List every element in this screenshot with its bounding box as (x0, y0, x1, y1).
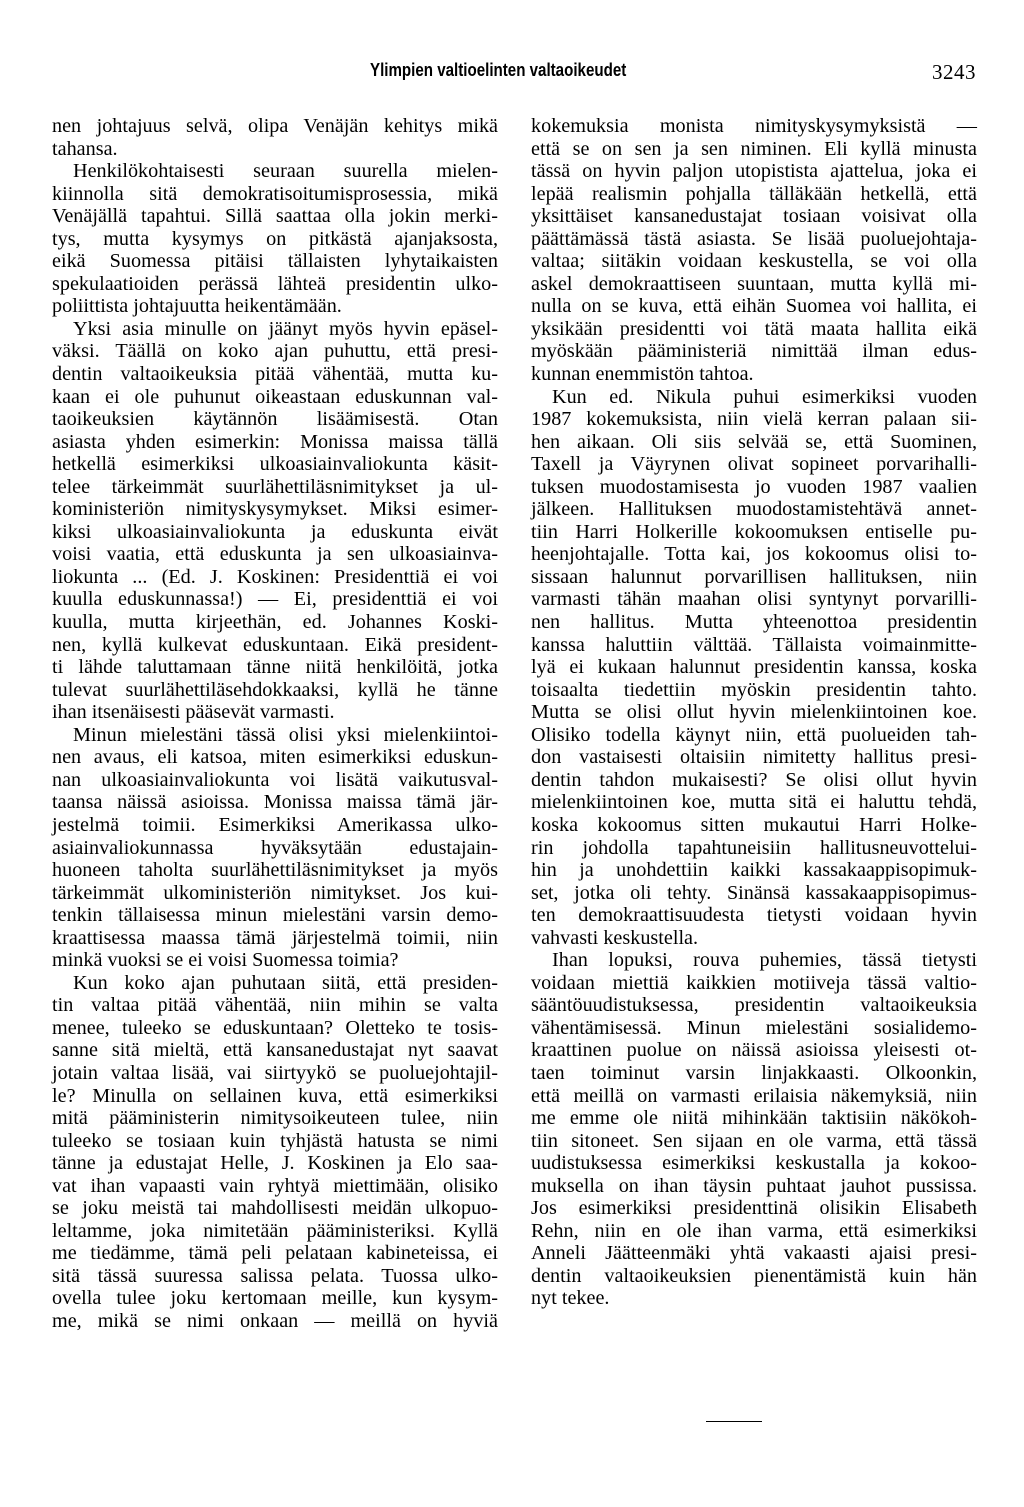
text-line: spekulaatioiden perässä lähteä presidentin ulko- (52, 272, 498, 295)
text-line: koska kokoomus sitten mukautui Harri Holke- (531, 813, 977, 836)
text-line: että se on sen ja sen niminen. Eli kyllä minusta (531, 137, 977, 160)
text-line: sissaan halunnut porvarillisen hallituksen, niin (531, 565, 977, 588)
right-text-column (531, 115, 977, 1310)
text-line: me emme ole niitä mihinkään taktisiin näkökoh- (531, 1107, 977, 1130)
text-line: lyä ei kukaan halunnut presidentin kanssa, koska (531, 656, 977, 679)
text-line: kraattisessa maassa tämä järjestelmä toimii, niin (52, 926, 498, 949)
text-line: kiksi ulkoasiainvaliokunta ja eduskunta eivät (52, 520, 498, 543)
text-line: ti lähde taluttamaan tänne niitä henkilöitä, jotka (52, 656, 498, 679)
text-line: tin valtaa pitää vähentää, niin mihin se valta (52, 994, 498, 1017)
text-line: yksikään presidentti voi tätä maata hallita eikä (531, 317, 977, 340)
text-line: Yksi asia minulle on jäänyt myös hyvin epäsel- (73, 317, 498, 340)
text-line: Minun mielestäni tässä olisi yksi mielenkiintoi- (73, 723, 498, 746)
text-line: voisi vaatia, että eduskunta ja sen ulkoasiainva- (52, 543, 498, 566)
text-line: le? Minulla on sellainen kuva, että esimerkiksi (52, 1084, 498, 1107)
text-line: jestelmä toimii. Esimerkiksi Amerikassa ulko- (52, 813, 498, 836)
text-line: kuulla, mutta kirjeethän, ed. Johannes Koski- (52, 611, 498, 634)
text-line: uudistuksessa esimerkiksi keskustalla ja kokoo- (531, 1152, 977, 1175)
text-line: Henkilökohtaisesti seuraan suurella mielen- (73, 160, 498, 183)
text-line: Venäjällä tapahtui. Sillä saattaa olla jokin merki- (52, 205, 498, 228)
text-line: kunnan enemmistön tahtoa. (531, 363, 754, 386)
text-line: tulevat suurlähettiläsehdokkaaksi, kyllä he tänne (52, 678, 498, 701)
page-number: 3243 (932, 60, 976, 84)
text-line: kanssa haluttiin välttää. Tällaista voimainmitte- (531, 633, 977, 656)
text-line: vähentämisessä. Minun mielestäni sosialidemo- (531, 1016, 977, 1039)
text-line: yksittäiset kansanedustajat tosiaan voisivat olla (531, 205, 977, 228)
text-line: askel demokraattiseen suuntaan, mutta kyllä mi- (531, 272, 977, 295)
text-line: Olisiko todella käynyt niin, että puolueiden tah- (531, 723, 977, 746)
text-line: toisaalta tiedettiin myöskin presidentin tahto. (531, 678, 977, 701)
text-line: että meillä on varmasti erilaisia näkemyksiä, niin (531, 1084, 977, 1107)
text-line: liokunta ... (Ed. J. Koskinen: Presidenttiä ei voi (52, 565, 498, 588)
text-line: mitä pääministerin nimitysoikeuteen tulee, niin (52, 1107, 498, 1130)
text-line: Rehn, niin en ole ihan varma, että esimerkiksi (531, 1219, 977, 1242)
text-line: kraattinen puolue on näissä asioissa yleisesti ot- (531, 1039, 977, 1062)
text-line: me tiedämme, tämä peli pelataan kabineteissa, ei (52, 1242, 498, 1265)
text-line: kaan ei ole puhunut oikeastaan eduskunnan val- (52, 385, 498, 408)
text-line: asiainvaliokunnassa hyväksytään edustajain- (52, 836, 498, 859)
end-of-speech-rule (706, 1421, 762, 1422)
text-line: muksella on ihan täysin puhtaat jauhot pussissa. (531, 1174, 977, 1197)
text-line: kuulla eduskunnassa!) — Ei, presidenttiä ei voi (52, 588, 498, 611)
text-line: huoneen taholta suurlähettiläsnimitykset ja myös (52, 859, 498, 882)
text-line: rin johdolla tapahtuneisiin hallitusneuvottelui- (531, 836, 977, 859)
text-line: Mutta se olisi ollut hyvin mielenkiintoinen koe. (531, 701, 977, 724)
text-line: tiin Harri Holkerille kokoomuksen entiselle pu- (531, 520, 977, 543)
text-line: koministeriön nimityskysymykset. Miksi esimer- (52, 498, 498, 521)
text-line: kiinnolla sitä demokratisoitumisprosessia, mikä (52, 182, 498, 205)
text-line: nen, kyllä kulkevat eduskuntaan. Eikä president- (52, 633, 498, 656)
text-line: jotain valtaa lisää, vai siirtyykö se puoluejohtajil- (52, 1061, 498, 1084)
text-line: myöskään pääministeriä nimittää ilman edus- (531, 340, 977, 363)
text-line: tärkeimmät ulkoministeriön nimitykset. Jos kui- (52, 881, 498, 904)
text-line: tuksen muodostamisesta jo vuoden 1987 vaalien (531, 475, 977, 498)
text-line: minkä vuoksi se ei voisi Suomessa toimia? (52, 949, 399, 972)
text-line: taoikeuksien käytännön lisäämisestä. Otan (52, 408, 498, 431)
text-line: vat ihan vapaasti vain ryhtyä miettimään, olisiko (52, 1174, 498, 1197)
text-line: hin ja unohdettiin kaikki kassakaappisopimuk- (531, 859, 977, 882)
text-line: 1987 kokemuksista, niin vielä kerran palaan sii- (531, 408, 977, 431)
left-text-column (52, 115, 498, 1333)
text-line: eikä Suomessa pitäisi tällaisten lyhytaikaisten (52, 250, 498, 273)
running-title: Ylimpien valtioelinten valtaoikeudet (370, 60, 627, 80)
text-line: leltamme, joka nimitetään pääministeriksi. Kyllä (52, 1219, 498, 1242)
text-line: tys, mutta kysymys on pitkästä ajanjaksosta, (52, 227, 498, 250)
text-line: dentin tahdon mukaisesti? Se olisi ollut hyvin (531, 768, 977, 791)
text-line: se joku meistä tai mahdollisesti meidän ulkopuo- (52, 1197, 498, 1220)
text-line: nulla on se kuva, että eihän Suomea voi hallita, ei (531, 295, 977, 318)
text-line: Anneli Jäätteenmäki yhtä vakaasti ajaisi presi- (531, 1242, 977, 1265)
text-line: mielenkiintoinen koe, mutta sitä ei haluttu tehdä, (531, 791, 977, 814)
text-line: Ihan lopuksi, rouva puhemies, tässä tietysti (552, 949, 977, 972)
text-line: hetkellä esimerkiksi ulkoasiainvaliokunta käsit- (52, 453, 498, 476)
text-line: heenjohtajalle. Totta kai, jos kokoomus olisi to- (531, 543, 977, 566)
text-line: taen toiminut varsin linjakkaasti. Olkoonkin, (531, 1061, 977, 1084)
text-line: dentin valtaoikeuksia pitää vähentää, mutta ku- (52, 363, 498, 386)
text-line: nan ulkoasiainvaliokunta voi lisätä vaikutusval- (52, 768, 498, 791)
text-line: tahansa. (52, 137, 118, 160)
text-line: tenkin tällaisessa minun mielestäni varsin demo- (52, 904, 498, 927)
text-line: ovella tulee joku kertomaan meille, kun kysym- (52, 1287, 498, 1310)
text-line: set, jotka oli tehty. Sinänsä kassakaappisopimus- (531, 881, 977, 904)
text-line: nen avaus, eli katsoa, miten esimerkiksi eduskun- (52, 746, 498, 769)
text-line: nen johtajuus selvä, olipa Venäjän kehitys mikä (52, 115, 498, 137)
text-line: tänne ja edustajat Helle, J. Koskinen ja Elo saa- (52, 1152, 498, 1175)
text-line: sitä tässä suuressa salissa pelata. Tuossa ulko- (52, 1264, 498, 1287)
text-line: sanne sitä mieltä, että kansanedustajat nyt saavat (52, 1039, 498, 1062)
text-line: päättämässä tästä asiasta. Se lisää puoluejohtaja- (531, 227, 977, 250)
text-line: Kun koko ajan puhutaan siitä, että presiden- (73, 971, 498, 994)
text-line: taansa näissä asioissa. Monissa maissa tämä jär- (52, 791, 498, 814)
text-line: varmasti tähän maahan olisi syntynyt porvarilli- (531, 588, 977, 611)
text-line: tuleeko se tosiaan kuin tyhjästä hatusta se nimi (52, 1129, 498, 1152)
text-line: tässä on hyvin paljon utopistista ajattelua, joka ei (531, 160, 977, 183)
text-line: jälkeen. Hallituksen muodostamistehtävä annet- (531, 498, 977, 521)
text-line: kokemuksia monista nimityskysymyksistä — (531, 115, 977, 137)
text-line: tiin sitoneet. Sen sijaan en ole varma, että tässä (531, 1129, 977, 1152)
text-line: voidaan miettiä kaikkien motiiveja tässä valtio- (531, 971, 977, 994)
text-line: lepää realismin pohjalla tälläkään hetkellä, että (531, 182, 977, 205)
text-line: sääntöuudistuksessa, presidentin valtaoikeuksia (531, 994, 977, 1017)
text-line: Kun ed. Nikula puhui esimerkiksi vuoden (552, 385, 977, 408)
text-line: poliittista johtajuutta heikentämään. (52, 295, 342, 318)
text-line: asiasta yhden esimerkin: Monissa maissa tällä (52, 430, 498, 453)
text-line: nen hallitus. Mutta yhteenottoa presidentin (531, 611, 977, 634)
text-line: menee, tuleeko se eduskuntaan? Oletteko te tosis- (52, 1016, 498, 1039)
text-line: vahvasti keskustella. (531, 926, 699, 949)
text-line: valtaa; siitäkin voidaan keskustella, se voi olla (531, 250, 977, 273)
text-line: väksi. Täällä on koko ajan puhuttu, että presi- (52, 340, 498, 363)
text-line: Jos esimerkiksi presidenttinä olisikin Elisabeth (531, 1197, 977, 1220)
text-line: ihan itsenäisesti pääsevät varmasti. (52, 701, 335, 724)
text-line: hen aikaan. Oli siis selvää se, että Suominen, (531, 430, 977, 453)
text-line: telee tärkeimmät suurlähettiläsnimitykset ja ul- (52, 475, 498, 498)
text-line: don vastaisesti oltaisiin nimitetty hallitus presi- (531, 746, 977, 769)
text-line: me, mikä se nimi onkaan — meillä on hyviä (52, 1309, 498, 1332)
text-line: nyt tekee. (531, 1287, 610, 1310)
text-line: ten demokraattisuudesta tietysti voidaan hyvin (531, 904, 977, 927)
text-line: Taxell ja Väyrynen olivat sopineet porvarihalli- (531, 453, 977, 476)
text-line: dentin valtaoikeuksien pienentämistä kuin hän (531, 1264, 977, 1287)
